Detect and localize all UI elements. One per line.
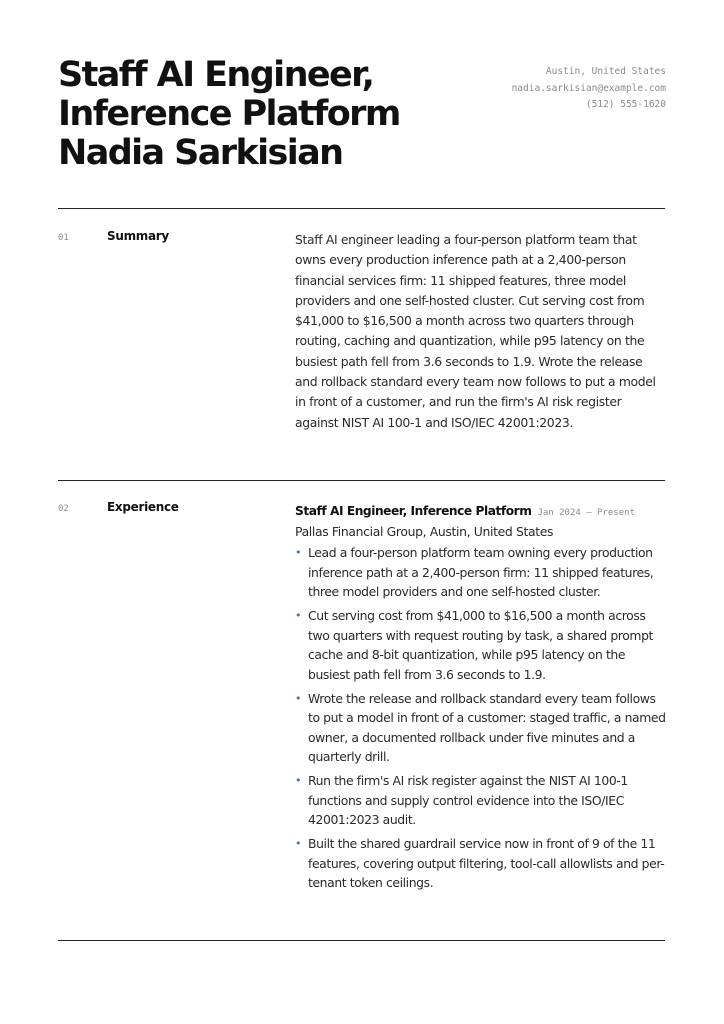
divider-top xyxy=(58,208,665,209)
contact-phone: (512) 555-1620 xyxy=(585,99,666,110)
bullet-text: Wrote the release and rollback standard every team follows to put a model in front of a customer: staged traffic, a named owner, a documented rollback under five minutes and a quarterly drill. xyxy=(308,690,666,764)
section-number-experience: 02 xyxy=(58,504,69,514)
job-title: Staff AI Engineer, Inference Platform xyxy=(295,504,532,518)
job-dates: Jan 2024 – Present xyxy=(537,508,635,518)
bullet-dot-icon: • xyxy=(295,546,302,559)
job-bullets xyxy=(295,543,667,893)
contact-location: Austin, United States xyxy=(545,66,666,77)
bullet-text: Built the shared guardrail service now in front of 9 of the 11 features, covering output filtering, tool-call allowlists and per-tenant token ceilings. xyxy=(308,836,665,890)
job-company: Pallas Financial Group, Austin, United States xyxy=(295,524,554,539)
contact-email: nadia.sarkisian@example.com xyxy=(511,82,666,94)
list-item xyxy=(295,689,667,767)
title-line-1: Staff AI Engineer, xyxy=(58,55,374,95)
bullet-text: Cut serving cost from $41,000 to $16,500 a month across two quarters with request routing by task, a shared prompt cache and 8-bit quantization, while p95 latency on the busiest path fell from 3.6 seconds to 1.9. xyxy=(308,608,654,682)
list-item xyxy=(295,834,667,893)
bullet-dot-icon: • xyxy=(295,837,302,850)
list-item xyxy=(295,606,667,684)
job-header xyxy=(295,501,675,522)
job-entry xyxy=(295,501,675,897)
list-item xyxy=(295,543,667,602)
bullet-text: Lead a four-person platform team owning every production inference path at a 2,400-person firm: 11 shipped features, three model providers and one self-hosted cluster. xyxy=(308,545,654,599)
section-title-summary: Summary xyxy=(107,229,169,243)
section-title-experience: Experience xyxy=(107,500,179,514)
divider-middle xyxy=(58,480,665,481)
page-title xyxy=(58,56,478,173)
bullet-dot-icon: • xyxy=(295,609,302,622)
candidate-name: Nadia Sarkisian xyxy=(58,133,343,173)
bullet-dot-icon: • xyxy=(295,691,302,705)
summary-text: Staff AI engineer leading a four-person platform team that owns every production inference path at a 2,400-person financial services firm: 11 shipped features, three model providers and one self-hosted cluster. Cut serving cost from $41,000 to $16,500 a month across two quarters through routing, caching and quantization, while p95 latency on the busiest path fell from 3.6 seconds to 1.9. Wrote the release and rollback standard every team now follows to put a model in front of a customer, and run the firm's AI risk register against NIST AI 100-1 and ISO/IEC 42001:2023. xyxy=(295,232,656,430)
title-line-2: Inference Platform xyxy=(58,94,400,134)
bullet-text: Run the firm's AI risk register against the NIST AI 100-1 functions and supply control evidence into the ISO/IEC 42001:2023 audit. xyxy=(308,773,628,827)
list-item xyxy=(295,771,667,830)
contact-block xyxy=(512,64,666,114)
divider-bottom xyxy=(58,940,665,941)
bullet-dot-icon: • xyxy=(295,774,302,787)
section-number-summary: 01 xyxy=(58,233,69,243)
